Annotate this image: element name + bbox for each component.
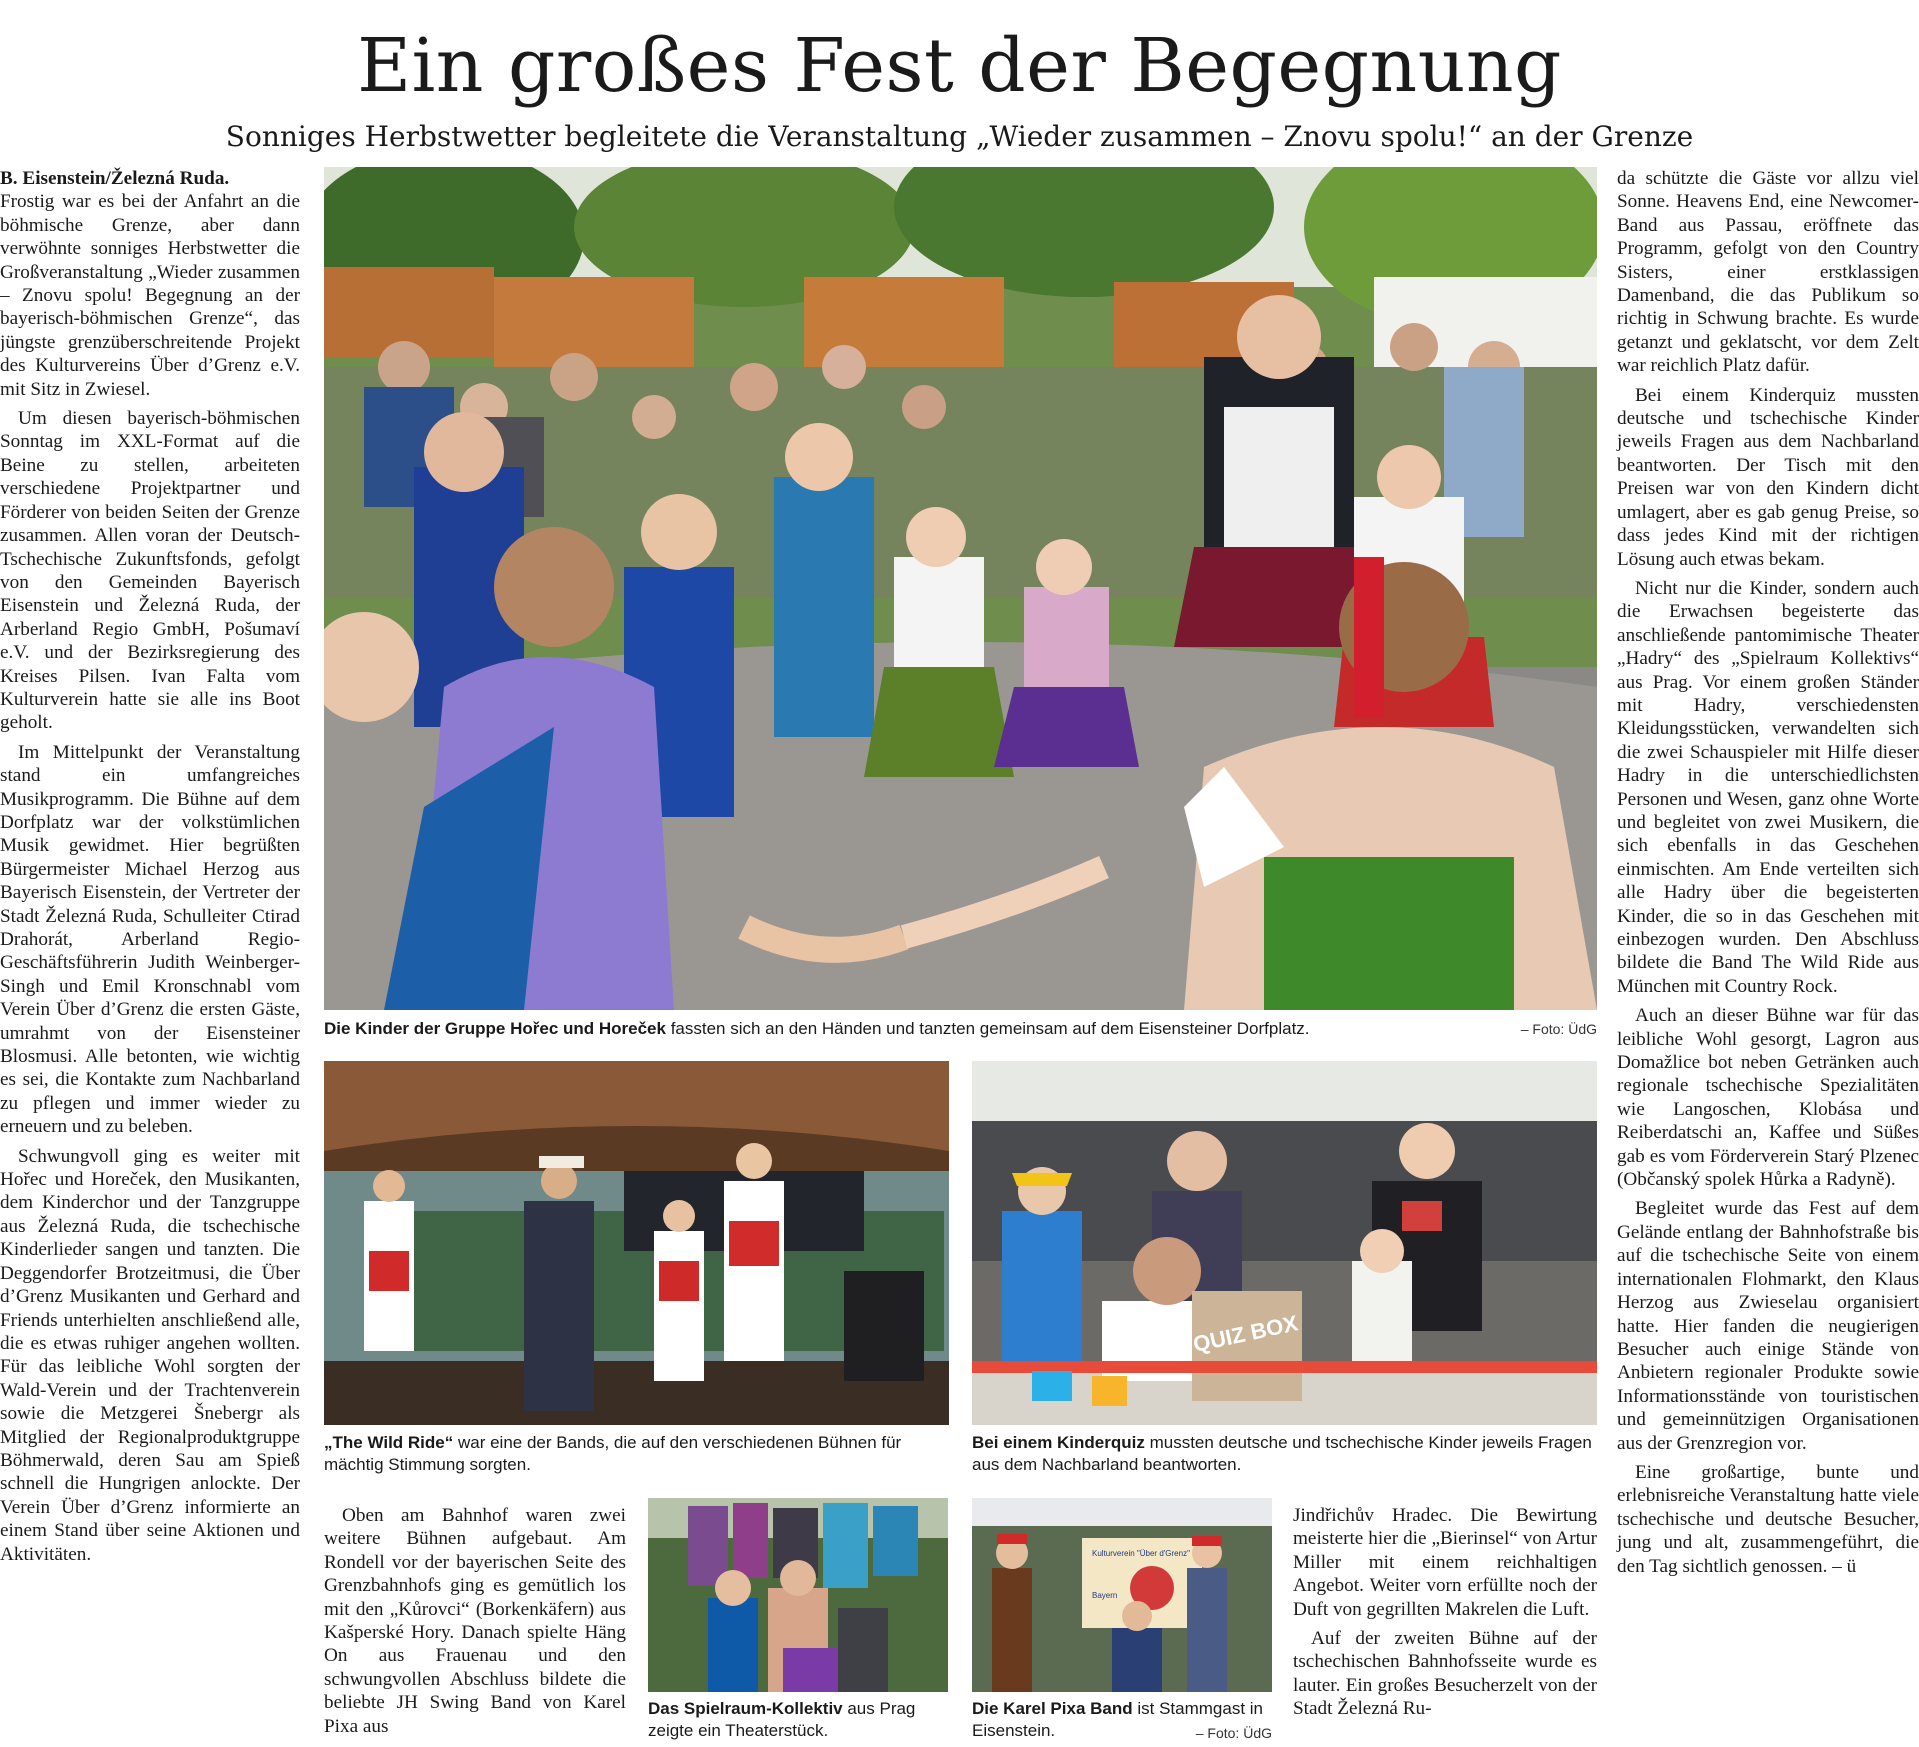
photo-wild-ride (324, 1061, 949, 1425)
article-column-1 (0, 167, 300, 1566)
caption-kinderquiz: Bei einem Kinderquiz mussten deutsche und tschechische Kinder jeweils Fragen aus dem Nachbarland beantworten. (972, 1433, 1592, 1474)
paragraph: Auch an dieser Bühne war für das leibliche Wohl gesorgt, Lagron aus Domažlice bot neben Getränken auch regionale tschechische Spezialitäten wie Langoschen, Klobása und Reiberdatschi an, Kaffee und Süßes gab es vom Förderverein Starý Plzenec (Občanský spolek Hůrka a Radyně). (1617, 1005, 1919, 1191)
caption-main-photo: Die Kinder der Gruppe Hořec und Horeček fassten sich an den Händen und tanzten gemeinsam auf dem Eisensteiner Dorfplatz. (324, 1019, 1310, 1038)
article-column-2 (1617, 167, 1919, 1578)
paragraph: Auf der zweiten Bühne auf der tschechischen Bahnhofsseite wurde es lauter. Ein großes Besucherzelt von der Stadt Železná Ru- (1293, 1628, 1597, 1720)
dateline: B. Eisenstein/Železná Ruda. (0, 168, 230, 189)
photo-kinderquiz (972, 1061, 1597, 1425)
paragraph: Um diesen bayerisch-böhmischen Sonntag im XXL-Format auf die Beine zu stellen, arbeiteten verschiedene Projektpartner und Förderer von beiden Seiten der Grenze zusammen. Allen voran der Deutsch-Tschechische Zukunftsfonds, gefolgt von den Gemeinden Bayerisch Eisenstein und Železná Ruda, der Arberland Regio GmbH, Pošumaví e.V. und der Bezirksregierung des Kreises Pilsen. Ivan Falta vom Kulturverein hatte sie alle ins Boot geholt. (0, 408, 300, 734)
caption-wild-ride: „The Wild Ride“ war eine der Bands, die auf den verschiedenen Bühnen für mächtig Stimmung sorgten. (324, 1433, 902, 1474)
photo-karel-pixa-band (972, 1498, 1272, 1692)
headline: Ein großes Fest der Begegnung (357, 23, 1562, 109)
photo-children-dancing (324, 167, 1597, 1010)
caption-karel-pixa: Die Karel Pixa Band ist Stammgast in Eisenstein. (972, 1699, 1263, 1740)
article-column-4 (1293, 1504, 1597, 1721)
paragraph: da schützte die Gäste vor allzu viel Sonne. Heavens End, eine Newcomer-Band aus Passau, eröffnete das Programm, gefolgt von den Country Sisters, einer erstklassigen Damenband, die das Publikum so richtig in Schwung brachte. Es wurde getanzt und geklatscht, vor dem Zelt war reichlich Platz dafür. (1617, 168, 1919, 377)
subheadline: Sonniges Herbstwetter begleitete die Veranstaltung „Wieder zusammen – Znovu spolu!“ an der Grenze (225, 120, 1694, 153)
photo-credit: – Foto: ÜdG (1195, 1725, 1272, 1741)
paragraph: Schwungvoll ging es weiter mit Hořec und Horeček, den Musikanten, dem Kinderchor und der Tanzgruppe aus Železná Ruda, die tschechische Kinderlieder sangen und tanzten. Die Deggendorfer Brotzeitmusi, die Über d’Grenz Musikanten und Gerhard and Friends unterhielten anschließend alle, die es etwas ruhiger angehen wollten. Für das leibliche Wohl sorgten der Wald-Verein und der Trachtenverein sowie die Metzgerei Šnebergr als Mitglied der Regionalproduktgruppe Böhmerwald, deren Sau am Spieß schnell die Hungrigen anlockte. Der Verein Über d’Grenz informierte an einem Stand über seine Aktionen und Aktivitäten. (0, 1145, 300, 1565)
banner-text: Bayern (1092, 1591, 1118, 1600)
paragraph: Jindřichův Hradec. Die Bewirtung meisterte hier die „Bierinsel“ von Artur Miller mit einem reichhaltigen Angebot. Weiter vorn erfüllte noch der Duft von gegrillten Makrelen die Luft. (1293, 1505, 1597, 1620)
paragraph: Im Mittelpunkt der Veranstaltung stand ein umfangreiches Musikprogramm. Die Bühne auf dem Dorfplatz war der volkstümlichen Musik gewidmet. Hier begrüßten Bürgermeister Michael Herzog aus Bayerisch Eisenstein, der Vertreter der Stadt Železná Ruda, Schulleiter Ctirad Drahorát, Arberland Regio-Geschäftsführerin Judith Weinberger-Singh und Emil Kronschnabl vom Verein Über d’Grenz die ersten Gäste, umrahmt von der Eisensteiner Blosmusi. Alle betonten, wie wichtig es sei, die Kontakte zum Nachbarland zu pflegen und immer wieder zu erneuern und zu beleben. (0, 741, 300, 1138)
paragraph: Begleitet wurde das Fest auf dem Gelände entlang der Bahnhofstraße bis auf die tschechische Seite von einem internationalen Flohmarkt, den Klaus Herzog aus Zwieselau organisiert hatte. Hier fanden die neugierigen Besucher auch einige Stände von Anbietern regionaler Produkte sowie Informationsstände von touristischen und gemeinnützigen Organisationen aus der Grenzregion vor. (1617, 1198, 1919, 1454)
paragraph: Bei einem Kinderquiz mussten deutsche und tschechische Kinder jeweils Fragen aus dem Nachbarland beantworten. Der Tisch mit den Preisen war von den Kindern dicht umlagert, aber es gab genug Preise, so dass jedes Kind mit der richtigen Lösung auch etwas bekam. (1617, 384, 1919, 570)
paragraph: Oben am Bahnhof waren zwei weitere Bühnen aufgebaut. Am Rondell vor der bayerischen Seite des Grenzbahnhofs ging es gemütlich los mit den „Kůrovci“ (Borkenkäfern) aus Kašperské Hory. Danach spielte Häng On aus Frauenau und den schwungvollen Abschluss bildete die beliebte JH Swing Band von Karel Pixa aus (324, 1505, 626, 1737)
photo-credit: – Foto: ÜdG (1520, 1021, 1597, 1037)
quiz-box-label: QUIZ BOX (1190, 1310, 1301, 1357)
paragraph: Eine großartige, bunte und erlebnisreiche Veranstaltung hatte viele tschechische und deutsche Besucher, jung und alt, zusammengeführt, die den Tag sichtlich genossen. – ü (1617, 1461, 1919, 1577)
banner-text: Kulturverein "Über d'Grenz" (1092, 1549, 1190, 1558)
article-column-3 (324, 1504, 626, 1738)
caption-spielraum: Das Spielraum-Kollektiv aus Prag zeigte ein Theaterstück. (648, 1699, 916, 1740)
paragraph: B. Eisenstein/Železná Ruda. Frostig war es bei der Anfahrt an die böhmische Grenze, aber dann verwöhnte sonniges Herbstwetter die Großveranstaltung „Wieder zusammen – Znovu spolu! Begegnung an der bayerisch-böhmischen Grenze“, das jüngste grenzüberschreitende Projekt des Kulturvereins Über d’Grenz e.V. mit Sitz in Zwiesel. (0, 168, 300, 400)
photo-spielraum-kollektiv (648, 1498, 948, 1692)
paragraph: Nicht nur die Kinder, sondern auch die Erwachsen begeisterte das anschließende pantomimische Theater „Hadry“ des „Spielraum Kollektivs“ aus Prag. Vor einem großen Ständer mit Hadry, verschiedensten Kleidungsstücken, verwandelten sich die zwei Schauspieler mit Hilfe dieser Hadry in die unterschiedlichsten Personen und Wesen, ganz ohne Worte und begleitet von zwei Musikern, die sich ebenfalls in das Geschehen einmischten. Am Ende verteilten sich alle Hadry über die begeisterten Kinder, die so in das Geschehen mit einbezogen wurden. Den Abschluss bildete die Band The Wild Ride aus München mit Country Rock. (1617, 577, 1919, 997)
